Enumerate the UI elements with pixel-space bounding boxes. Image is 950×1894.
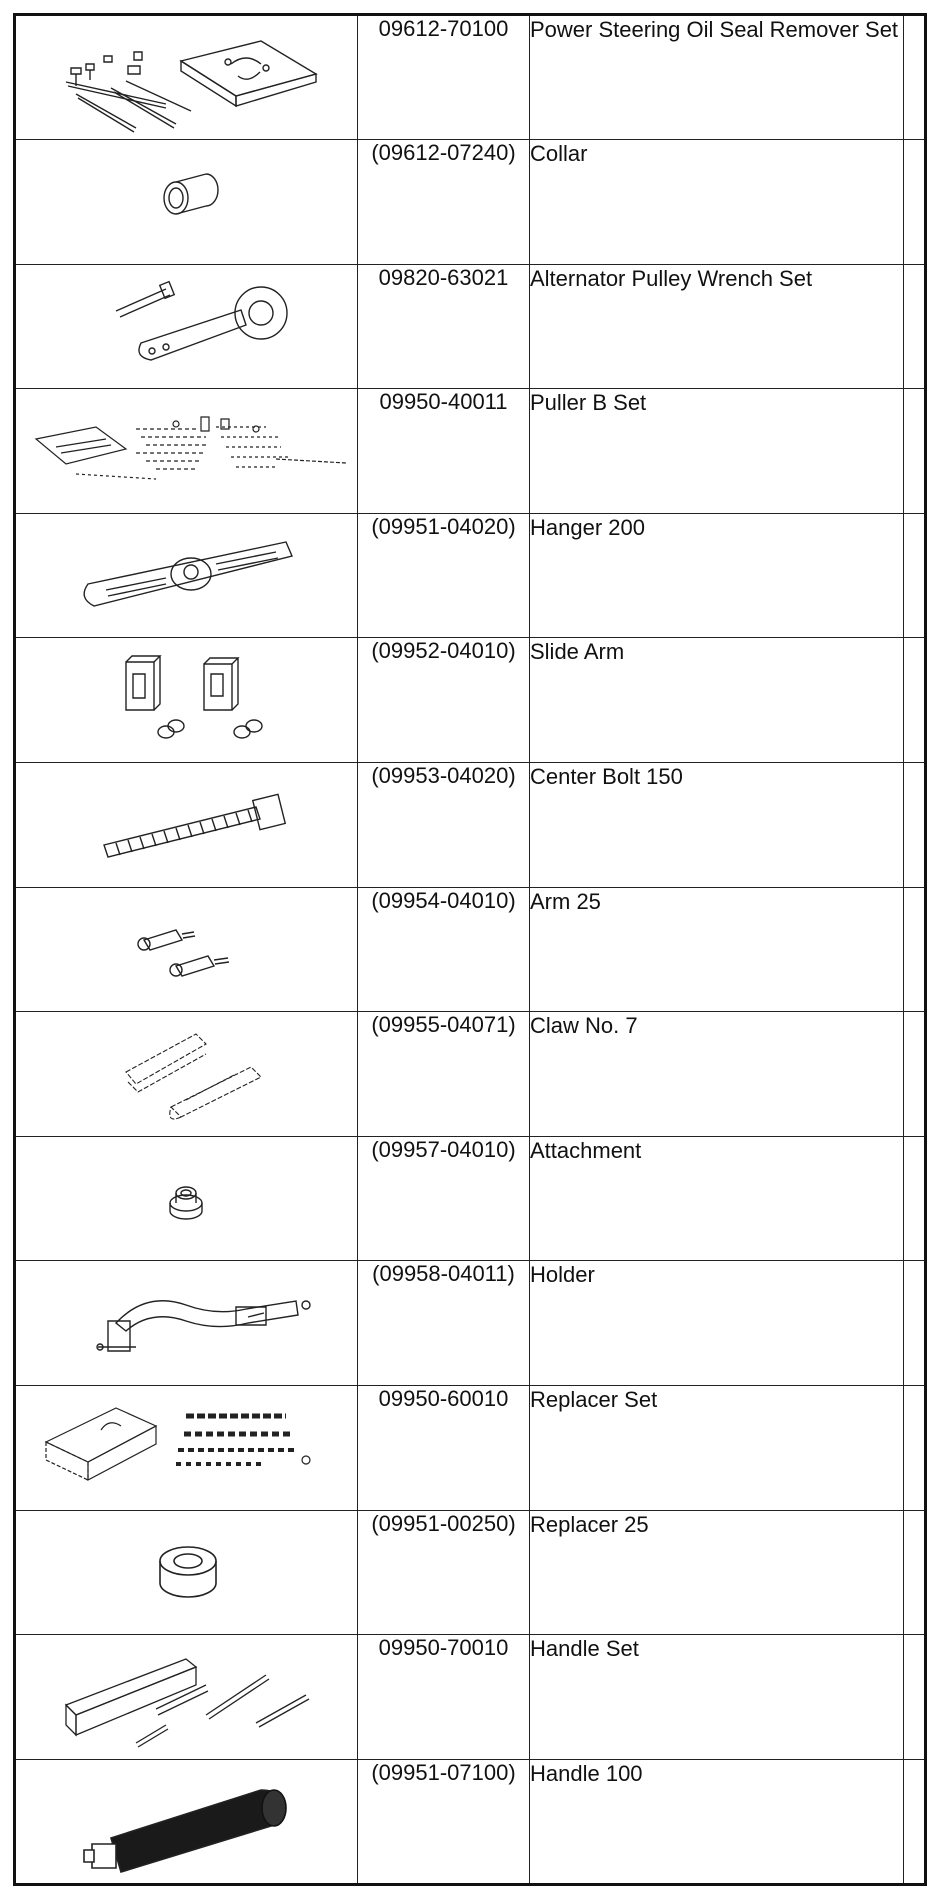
handle-icon (16, 1760, 357, 1883)
part-number: (09954-04010) (358, 887, 530, 1012)
center-bolt-icon (16, 763, 357, 886)
empty-cell (904, 1759, 926, 1884)
puller-set-icon (16, 389, 357, 512)
empty-cell (904, 1012, 926, 1137)
part-number: (09952-04010) (358, 638, 530, 763)
illustration-cell (15, 1635, 358, 1760)
empty-cell (904, 1261, 926, 1386)
illustration-cell (15, 389, 358, 514)
table-row (15, 1385, 926, 1510)
tool-name: Puller B Set (530, 389, 904, 514)
tool-name: Claw No. 7 (530, 1012, 904, 1137)
replacer-icon (16, 1511, 357, 1634)
tool-name: Hanger 200 (530, 513, 904, 638)
empty-cell (904, 887, 926, 1012)
tool-name: Handle 100 (530, 1759, 904, 1884)
tool-name: Power Steering Oil Seal Remover Set (530, 15, 904, 140)
empty-cell (904, 1136, 926, 1261)
part-number: 09950-40011 (358, 389, 530, 514)
illustration-cell (15, 1136, 358, 1261)
part-number: (09957-04010) (358, 1136, 530, 1261)
replacer-set-icon (16, 1386, 357, 1509)
illustration-cell (15, 15, 358, 140)
tool-name: Holder (530, 1261, 904, 1386)
empty-cell (904, 1385, 926, 1510)
table-row (15, 887, 926, 1012)
part-number: 09820-63021 (358, 264, 530, 389)
part-number: (09955-04071) (358, 1012, 530, 1137)
claw-icon (16, 1012, 357, 1135)
illustration-cell (15, 887, 358, 1012)
handle-set-icon (16, 1635, 357, 1758)
arm-icon (16, 888, 357, 1011)
tool-name: Arm 25 (530, 887, 904, 1012)
attachment-icon (16, 1137, 357, 1260)
tool-name: Collar (530, 140, 904, 265)
special-tools-table (13, 13, 927, 1886)
empty-cell (904, 513, 926, 638)
empty-cell (904, 762, 926, 887)
empty-cell (904, 15, 926, 140)
part-number: (09951-00250) (358, 1510, 530, 1635)
illustration-cell (15, 1385, 358, 1510)
tool-name: Slide Arm (530, 638, 904, 763)
empty-cell (904, 389, 926, 514)
table-row (15, 1510, 926, 1635)
table-row (15, 762, 926, 887)
empty-cell (904, 140, 926, 265)
part-number: 09612-70100 (358, 15, 530, 140)
table-row (15, 1012, 926, 1137)
tool-name: Alternator Pulley Wrench Set (530, 264, 904, 389)
part-number: 09950-70010 (358, 1635, 530, 1760)
table-row (15, 1759, 926, 1884)
table-row (15, 1136, 926, 1261)
table-row (15, 264, 926, 389)
illustration-cell (15, 264, 358, 389)
tool-name: Attachment (530, 1136, 904, 1261)
collar-icon (16, 140, 357, 263)
tool-name: Handle Set (530, 1635, 904, 1760)
empty-cell (904, 1510, 926, 1635)
illustration-cell (15, 1759, 358, 1884)
part-number: 09950-60010 (358, 1385, 530, 1510)
pulley-wrench-icon (16, 265, 357, 388)
tool-name: Replacer Set (530, 1385, 904, 1510)
part-number: (09958-04011) (358, 1261, 530, 1386)
slide-arm-icon (16, 638, 357, 761)
illustration-cell (15, 1012, 358, 1137)
illustration-cell (15, 1261, 358, 1386)
table-row (15, 389, 926, 514)
part-number: (09951-07100) (358, 1759, 530, 1884)
oil-seal-remover-set-icon (16, 16, 357, 139)
empty-cell (904, 1635, 926, 1760)
table-row (15, 638, 926, 763)
table-row (15, 513, 926, 638)
table-row (15, 1635, 926, 1760)
illustration-cell (15, 762, 358, 887)
tool-name: Replacer 25 (530, 1510, 904, 1635)
illustration-cell (15, 638, 358, 763)
hanger-icon (16, 514, 357, 637)
illustration-cell (15, 140, 358, 265)
part-number: (09951-04020) (358, 513, 530, 638)
illustration-cell (15, 513, 358, 638)
part-number: (09953-04020) (358, 762, 530, 887)
holder-icon (16, 1261, 357, 1384)
table-row (15, 15, 926, 140)
empty-cell (904, 264, 926, 389)
illustration-cell (15, 1510, 358, 1635)
table-row (15, 1261, 926, 1386)
table-row (15, 140, 926, 265)
part-number: (09612-07240) (358, 140, 530, 265)
empty-cell (904, 638, 926, 763)
tool-name: Center Bolt 150 (530, 762, 904, 887)
